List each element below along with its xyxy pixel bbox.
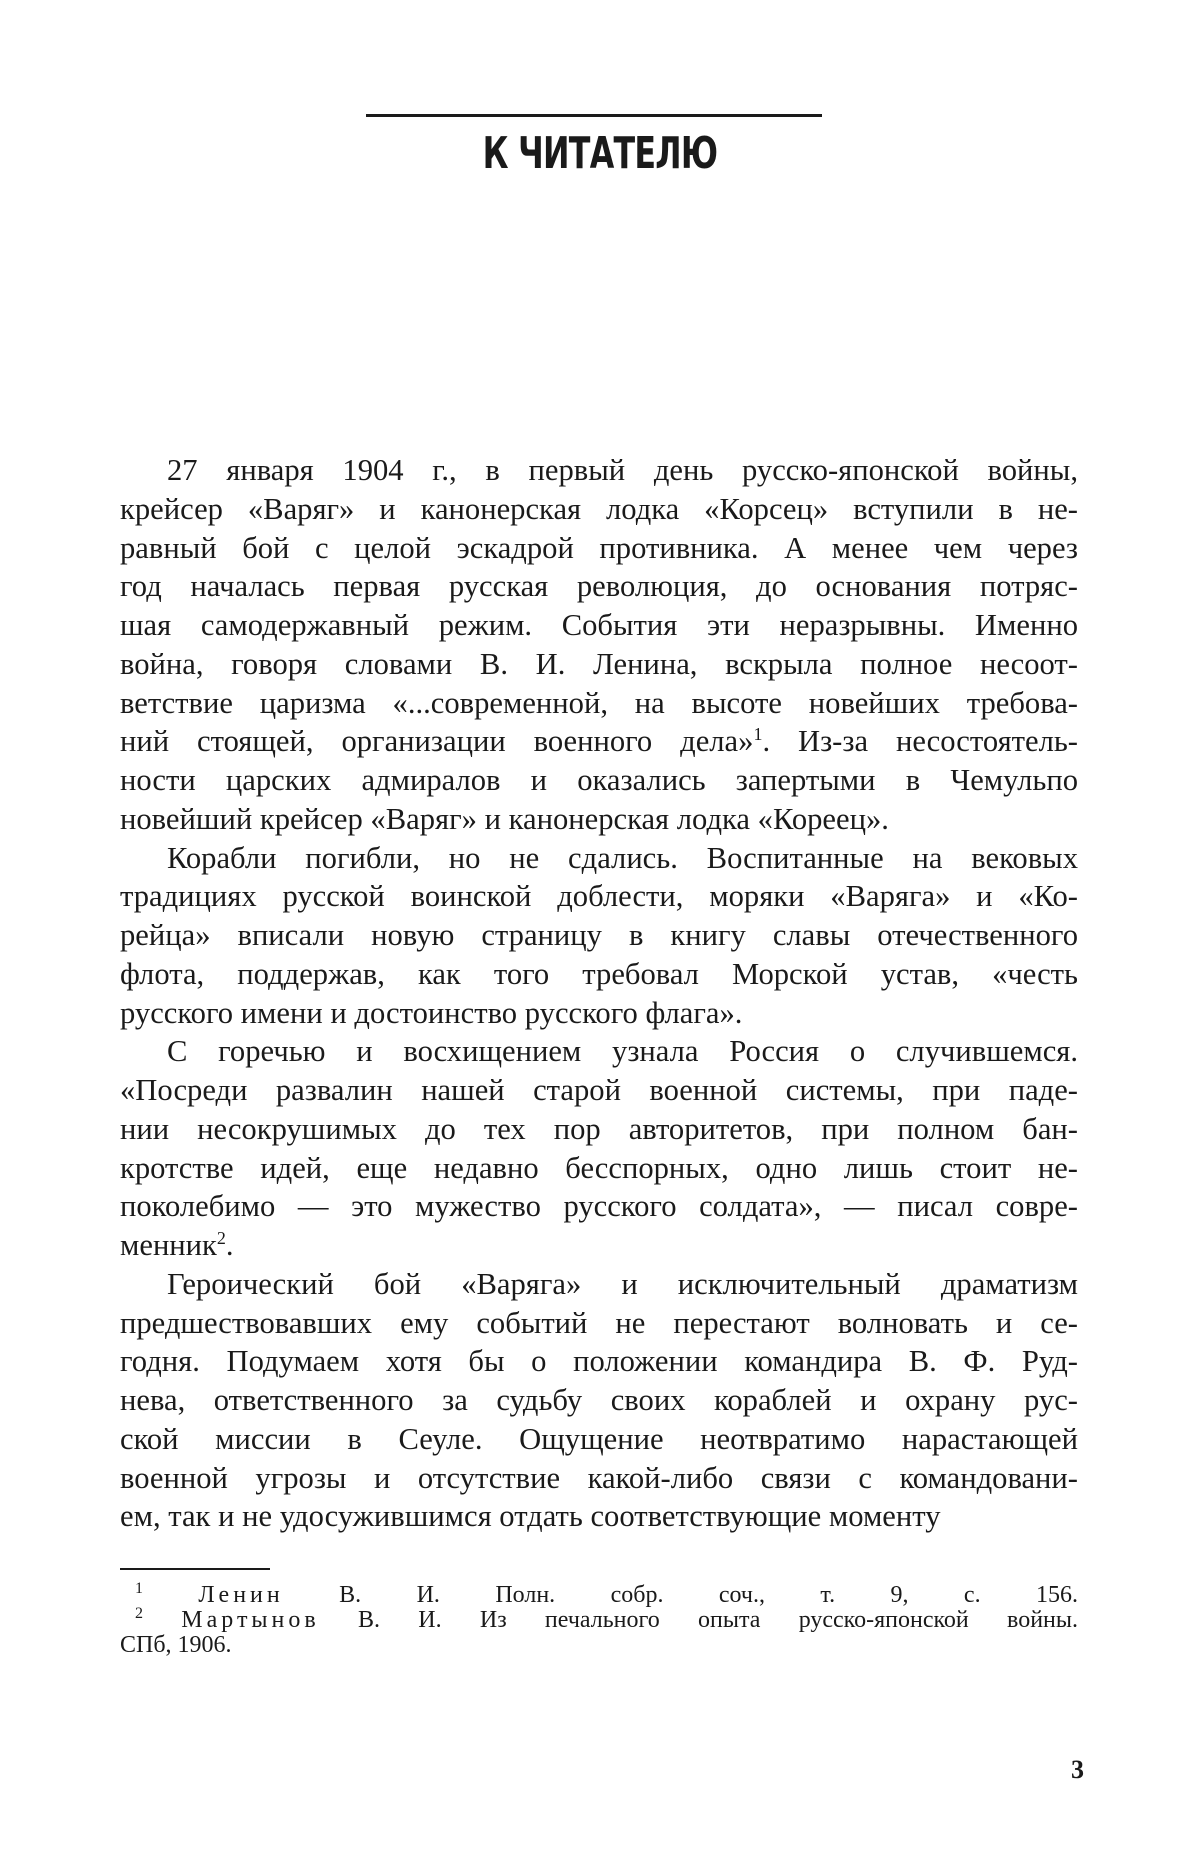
text-line bbox=[120, 1381, 1078, 1420]
text-line bbox=[120, 1342, 1078, 1381]
line-text: военной угрозы и отсутствие какой-либо связи с командовани- bbox=[120, 1460, 1078, 1495]
line-text: «Посреди развалин нашей старой военной системы, при паде- bbox=[120, 1073, 1078, 1107]
line-text: шая самодержавный режим. События эти неразрывны. Именно bbox=[120, 608, 1078, 642]
footnote-text: В. И. Полн. собр. соч., т. 9, с. 156. bbox=[339, 1582, 1078, 1608]
line-text: нева, ответственного за судьбу своих кораблей и охрану рус- bbox=[120, 1383, 1078, 1417]
text-line bbox=[120, 1420, 1078, 1459]
text-line bbox=[120, 606, 1078, 645]
text-line bbox=[120, 1110, 1078, 1149]
text-line bbox=[120, 1071, 1078, 1110]
line-text-continued: . Из-за несостоятель- bbox=[762, 724, 1078, 759]
text-line bbox=[120, 1187, 1078, 1226]
header-rule bbox=[366, 114, 822, 117]
line-text-continued: . bbox=[225, 1228, 234, 1262]
line-text: Героический бой «Варяга» и исключительный драматизм bbox=[167, 1266, 1078, 1301]
footnote-reference: 2 bbox=[216, 1227, 226, 1248]
footnote-2 bbox=[120, 1605, 1079, 1633]
line-text: война, говоря словами В. И. Ленина, вскрыла полное несоот- bbox=[120, 646, 1078, 681]
line-text: русского имени и достоинство русского флага». bbox=[120, 995, 743, 1030]
line-text: менник bbox=[120, 1228, 217, 1262]
footnote-author: Ленин bbox=[198, 1582, 284, 1608]
text-line bbox=[120, 839, 1078, 878]
text-line bbox=[120, 722, 1078, 761]
text-line bbox=[120, 490, 1078, 529]
line-text: год началась первая русская революция, до основания потряс- bbox=[120, 569, 1078, 604]
line-text: ской миссии в Сеуле. Ощущение неотвратимо нарастающей bbox=[120, 1421, 1078, 1456]
text-line bbox=[120, 451, 1078, 490]
page-title: К ЧИТАТЕЛЮ bbox=[482, 128, 718, 179]
line-text: ветствие царизма «...современной, на высоте новейших требова- bbox=[120, 685, 1078, 720]
text-line bbox=[120, 800, 1078, 839]
line-text: годня. Подумаем хотя бы о положении командира В. Ф. Руд- bbox=[120, 1344, 1078, 1379]
text-line bbox=[120, 1226, 1078, 1265]
line-text: традициях русской воинской доблести, моряки «Варяга» и «Ко- bbox=[120, 879, 1078, 914]
page-number: 3 bbox=[1071, 1755, 1084, 1784]
line-text: кротстве идей, еще недавно бесспорных, одно лишь стоит не- bbox=[120, 1150, 1078, 1185]
line-text: поколебимо — это мужество русского солдата», — писал совре- bbox=[120, 1189, 1078, 1224]
footnote-mark: 2 bbox=[135, 1605, 143, 1622]
text-line bbox=[120, 1032, 1078, 1071]
line-text: флота, поддержав, как того требовал Морской устав, «честь bbox=[120, 956, 1078, 991]
text-line bbox=[120, 1459, 1078, 1498]
text-line bbox=[120, 955, 1078, 994]
line-text: предшествовавших ему событий не перестают волновать и се- bbox=[120, 1305, 1078, 1340]
text-line bbox=[120, 761, 1078, 800]
footnote-reference: 1 bbox=[753, 724, 763, 745]
line-text: рейца» вписали новую страницу в книгу славы отечественного bbox=[120, 918, 1078, 952]
line-text: новейший крейсер «Варяг» и канонерская лодка «Кореец». bbox=[120, 801, 889, 836]
line-text: ем, так и не удосужившимся отдать соответствующие моменту bbox=[120, 1499, 941, 1534]
footnote-rule bbox=[120, 1568, 270, 1570]
text-line bbox=[120, 916, 1078, 955]
line-text: Корабли погибли, но не сдались. Воспитанные на вековых bbox=[167, 840, 1078, 875]
text-line bbox=[120, 684, 1078, 723]
line-text: 27 января 1904 г., в первый день русско-японской войны, bbox=[167, 453, 1078, 487]
line-text: крейсер «Варяг» и канонерская лодка «Корсец» вступили в не- bbox=[120, 491, 1078, 526]
line-text: равный бой с целой эскадрой противника. А менее чем через bbox=[120, 530, 1078, 565]
line-text: ности царских адмиралов и оказались запертыми в Чемульпо bbox=[120, 763, 1078, 797]
text-line bbox=[120, 994, 1078, 1033]
body-text bbox=[120, 451, 1078, 1536]
text-line bbox=[120, 567, 1078, 606]
footnote-2-continuation: СПб, 1906. bbox=[120, 1632, 232, 1658]
footnote-text: В. И. Из печального опыта русско-японской войны. bbox=[358, 1607, 1079, 1633]
text-line bbox=[120, 1265, 1078, 1304]
text-line bbox=[120, 529, 1078, 568]
text-line bbox=[120, 1149, 1078, 1188]
footnotes bbox=[120, 1580, 1079, 1658]
text-line bbox=[120, 1304, 1078, 1343]
footnote-1 bbox=[120, 1580, 1078, 1608]
text-line bbox=[120, 1497, 1078, 1536]
footnote-author: Мартынов bbox=[181, 1607, 320, 1633]
line-text: ний стоящей, организации военного дела» bbox=[120, 724, 754, 759]
text-line bbox=[120, 877, 1078, 916]
text-line bbox=[120, 645, 1078, 684]
line-text: С горечью и восхищением узнала Россия о случившемся. bbox=[167, 1034, 1078, 1069]
footnote-mark: 1 bbox=[135, 1580, 143, 1597]
line-text: нии несокрушимых до тех пор авторитетов, при полном бан- bbox=[120, 1111, 1078, 1146]
